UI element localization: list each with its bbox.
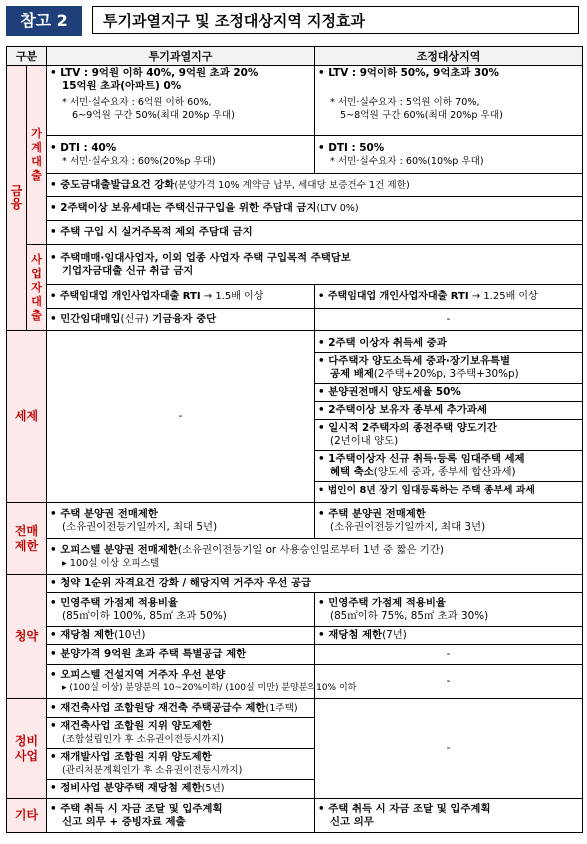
private-rental-title: • 민간임대매입 xyxy=(50,313,121,325)
resale-speculation-cell xyxy=(47,503,315,539)
tax-item: • 2주택 이상자 취득세 중과 xyxy=(315,335,582,353)
business-loan-line: 기업자금대출 신규 취급 금지 xyxy=(62,264,194,277)
table-row xyxy=(7,174,583,197)
resale-line: • 주택 분양권 전매제한 xyxy=(318,507,426,520)
etc-line: • 주택 취득 시 자금 조달 및 입주계획 xyxy=(318,802,491,815)
rti-title: • 주택임대업 개인사업자대출 RTI xyxy=(50,291,201,302)
tax-item: • 법인이 8년 장기 임대등록하는 주택 종부세 과세 xyxy=(318,484,535,496)
table-row xyxy=(7,665,583,699)
point-system-line: • 민영주택 가점제 적용비율 xyxy=(50,596,178,609)
table-row xyxy=(7,575,583,593)
table-row xyxy=(7,136,583,174)
ltv-note: 5~8억원 구간 60%(최대 20%p 우대) xyxy=(340,110,503,121)
rti-value: → 1.25배 이상 xyxy=(468,291,538,302)
rewin-speculation-cell xyxy=(47,627,315,645)
table-row xyxy=(7,799,583,833)
ltv-note: * 서민·실수요자 : 5억원 이하 70%, xyxy=(330,97,480,108)
table-row xyxy=(7,627,583,645)
col-header-speculation: 투기과열지구 xyxy=(47,47,315,66)
dti-adjustment-cell xyxy=(315,136,583,174)
interim-loan-cell xyxy=(47,174,583,197)
officetel-resale-title: • 오피스텔 분양권 전매제한 xyxy=(50,543,178,556)
tax-item-detail: (양도세 중과, 종부세 합산과세) xyxy=(373,465,516,478)
redev-detail: (5년) xyxy=(201,783,225,794)
rti-title: • 주택임대업 개인사업자대출 RTI xyxy=(318,291,469,302)
tax-item-detail: (2주택+20%p, 3주택+30%p) xyxy=(373,367,519,380)
table-row xyxy=(7,539,583,575)
category-finance: 금 융 xyxy=(7,66,27,331)
ltv-speculation-cell xyxy=(47,66,315,136)
redev-detail: (조합설립인가 후 소유권이전등시까지) xyxy=(62,734,224,745)
point-system-detail: (85㎡이하 100%, 85㎡ 초과 50%) xyxy=(62,609,227,622)
special-supply-adjustment-cell: - xyxy=(315,645,583,665)
rti-adjustment-cell xyxy=(315,285,583,309)
point-system-speculation-cell xyxy=(47,593,315,627)
dti-note: * 서민·실수요자 : 60%(20%p 우대) xyxy=(62,155,216,167)
officetel-priority-adjustment-cell: - xyxy=(315,665,583,699)
table-row xyxy=(7,593,583,627)
multi-home-loan-cell xyxy=(47,197,583,221)
rewin-detail: (7년) xyxy=(382,629,407,641)
redev-detail: (1주택) xyxy=(265,703,298,714)
redev-title: • 재개발사업 조합원 지위 양도제한 xyxy=(50,751,212,763)
tax-item xyxy=(315,451,582,482)
residence-loan-cell: • 주택 구입 시 실거주목적 제외 주담대 금지 xyxy=(47,221,583,245)
category-subscription: 청약 xyxy=(7,575,47,699)
dti-line: • DTI : 50% xyxy=(318,141,385,154)
business-loan-cell xyxy=(47,245,583,285)
etc-speculation-cell xyxy=(47,799,315,833)
table-row xyxy=(7,331,583,503)
policy-table xyxy=(6,46,583,833)
redev-title: • 재건축사업 조합원 지위 양도제한 xyxy=(50,720,212,732)
dti-line: • DTI : 40% xyxy=(50,141,117,154)
private-rental-adjustment-cell: - xyxy=(315,309,583,331)
ltv-line: • LTV : 9억원 이하 40%, 9억원 초과 20% xyxy=(50,67,259,79)
category-redevelopment: 정비 사업 xyxy=(7,699,47,799)
tax-item: • 2주택이상 보유자 종부세 추가과세 xyxy=(315,402,582,420)
redev-title: • 정비사업 분양주택 재당첨 제한 xyxy=(50,782,202,794)
officetel-resale-cell xyxy=(47,539,583,575)
officetel-resale-detail: (소유권이전등기일 or 사용승인일로부터 1년 중 짧은 기간) xyxy=(177,543,444,556)
category-etc: 기타 xyxy=(7,799,47,833)
etc-line: • 주택 취득 시 자금 조달 및 입주계획 xyxy=(50,802,223,815)
ltv-note: * 서민·실수요자 : 6억원 이하 60%, xyxy=(62,97,212,108)
subcategory-household-loan: 가 계 대 출 xyxy=(27,66,47,245)
tax-item-line: 혜택 축소 xyxy=(330,465,374,478)
tax-item-detail: (2년이내 양도) xyxy=(330,434,399,447)
page-header xyxy=(6,6,581,36)
dti-note: * 서민·실수요자 : 60%(10%p 우대) xyxy=(330,155,484,167)
tax-item-line: 공제 배제 xyxy=(330,367,374,380)
redev-detail: (관리처분계획인가 후 소유권이전등시까지) xyxy=(62,765,243,776)
col-header-category: 구분 xyxy=(7,47,47,66)
point-system-detail: (85㎡이하 75%, 85㎡ 초과 30%) xyxy=(330,609,489,622)
rewin-title: • 재당첨 제한 xyxy=(318,629,383,641)
table-row xyxy=(7,645,583,665)
redevelopment-speculation-cell xyxy=(47,699,315,799)
rewin-detail: (10년) xyxy=(114,629,146,641)
resale-detail: (소유권이전등기일까지, 최대 5년) xyxy=(62,520,218,533)
etc-line: 신고 의무 + 증빙자료 제출 xyxy=(62,815,186,828)
resale-adjustment-cell xyxy=(315,503,583,539)
subcategory-business-loan: 사 업 자 대 출 xyxy=(27,245,47,331)
rti-speculation-cell xyxy=(47,285,315,309)
ltv-line: • LTV : 9억이하 50%, 9억초과 30% xyxy=(318,67,499,79)
redevelopment-adjustment-cell: - xyxy=(315,699,583,799)
private-rental-title: 기금융자 중단 xyxy=(148,313,217,325)
ltv-line: 15억원 초과(아파트) 0% xyxy=(62,80,182,92)
officetel-priority-note: ▸ (100실 이상) 분양분의 10~20%이하/ (100실 미만) 분양분의10% 이하 xyxy=(62,682,357,693)
etc-adjustment-cell xyxy=(315,799,583,833)
tax-adjustment-cell xyxy=(315,331,583,503)
private-rental-detail: (신규) xyxy=(120,313,149,325)
tax-speculation-cell: - xyxy=(47,331,315,503)
dti-speculation-cell xyxy=(47,136,315,174)
table-row xyxy=(7,221,583,245)
interim-loan-detail: (분양가격 10% 계약금 납부, 세대당 보증건수 1건 제한) xyxy=(174,179,410,191)
point-system-line: • 민영주택 가점제 적용비율 xyxy=(318,596,446,609)
first-rank-cell: • 청약 1순위 자격요건 강화 / 해당지역 거주자 우선 공급 xyxy=(47,575,583,593)
category-tax: 세제 xyxy=(7,331,47,503)
table-header-row xyxy=(7,47,583,66)
table-row xyxy=(7,197,583,221)
table-row xyxy=(7,285,583,309)
tax-item: • 분양권전매시 양도세율 50% xyxy=(315,384,582,402)
rewin-title: • 재당첨 제한 xyxy=(50,629,115,641)
table-row xyxy=(7,309,583,331)
tax-item-line: • 1주택이상자 신규 취득·등록 임대주택 세제 xyxy=(318,452,525,465)
officetel-priority-cell xyxy=(47,665,357,699)
rti-value: → 1.5배 이상 xyxy=(200,291,264,302)
table-row xyxy=(7,699,583,799)
interim-loan-title: • 중도금대출발급요건 강화 xyxy=(50,178,175,191)
category-resale: 전매 제한 xyxy=(7,503,47,575)
special-supply-cell: • 분양가격 9억원 초과 주택 특별공급 제한 xyxy=(47,645,315,665)
page-title: 투기과열지구 및 조정대상지역 지정효과 xyxy=(92,6,579,34)
multi-home-loan-detail: (LTV 0%) xyxy=(316,203,359,214)
etc-line: 신고 의무 xyxy=(330,815,374,828)
point-system-adjustment-cell xyxy=(315,593,583,627)
officetel-resale-note: ▸ 100실 이상 오피스텔 xyxy=(62,557,160,569)
reference-badge: 참고 2 xyxy=(6,6,82,36)
tax-item xyxy=(315,420,582,451)
table-row xyxy=(7,245,583,285)
tax-item-line: • 다주택자 양도소득세 중과·장기보유특별 xyxy=(318,354,511,367)
ltv-adjustment-cell xyxy=(315,66,583,136)
tax-item xyxy=(315,353,582,384)
col-header-adjustment: 조정대상지역 xyxy=(315,47,583,66)
redev-title: • 재건축사업 조합원당 재건축 주택공급수 제한 xyxy=(50,702,266,714)
table-row xyxy=(7,66,583,136)
ltv-note: 6~9억원 구간 50%(최대 20%p 우대) xyxy=(72,110,235,121)
private-rental-cell xyxy=(47,309,315,331)
business-loan-line: • 주택매매·임대사업자, 이외 업종 사업자 주택 구입목적 주택담보 xyxy=(50,251,351,264)
rewin-adjustment-cell xyxy=(315,627,583,645)
officetel-priority-line: • 오피스텔 건설지역 거주자 우선 분양 xyxy=(50,668,226,681)
resale-line: • 주택 분양권 전매제한 xyxy=(50,507,158,520)
tax-item-line: • 일시적 2주택자의 종전주택 양도기간 xyxy=(318,421,497,434)
resale-detail: (소유권이전등기일까지, 최대 3년) xyxy=(330,520,486,533)
multi-home-loan-title: • 2주택이상 보유세대는 주택신규구입을 위한 주담대 금지 xyxy=(50,202,317,214)
table-row xyxy=(7,503,583,539)
